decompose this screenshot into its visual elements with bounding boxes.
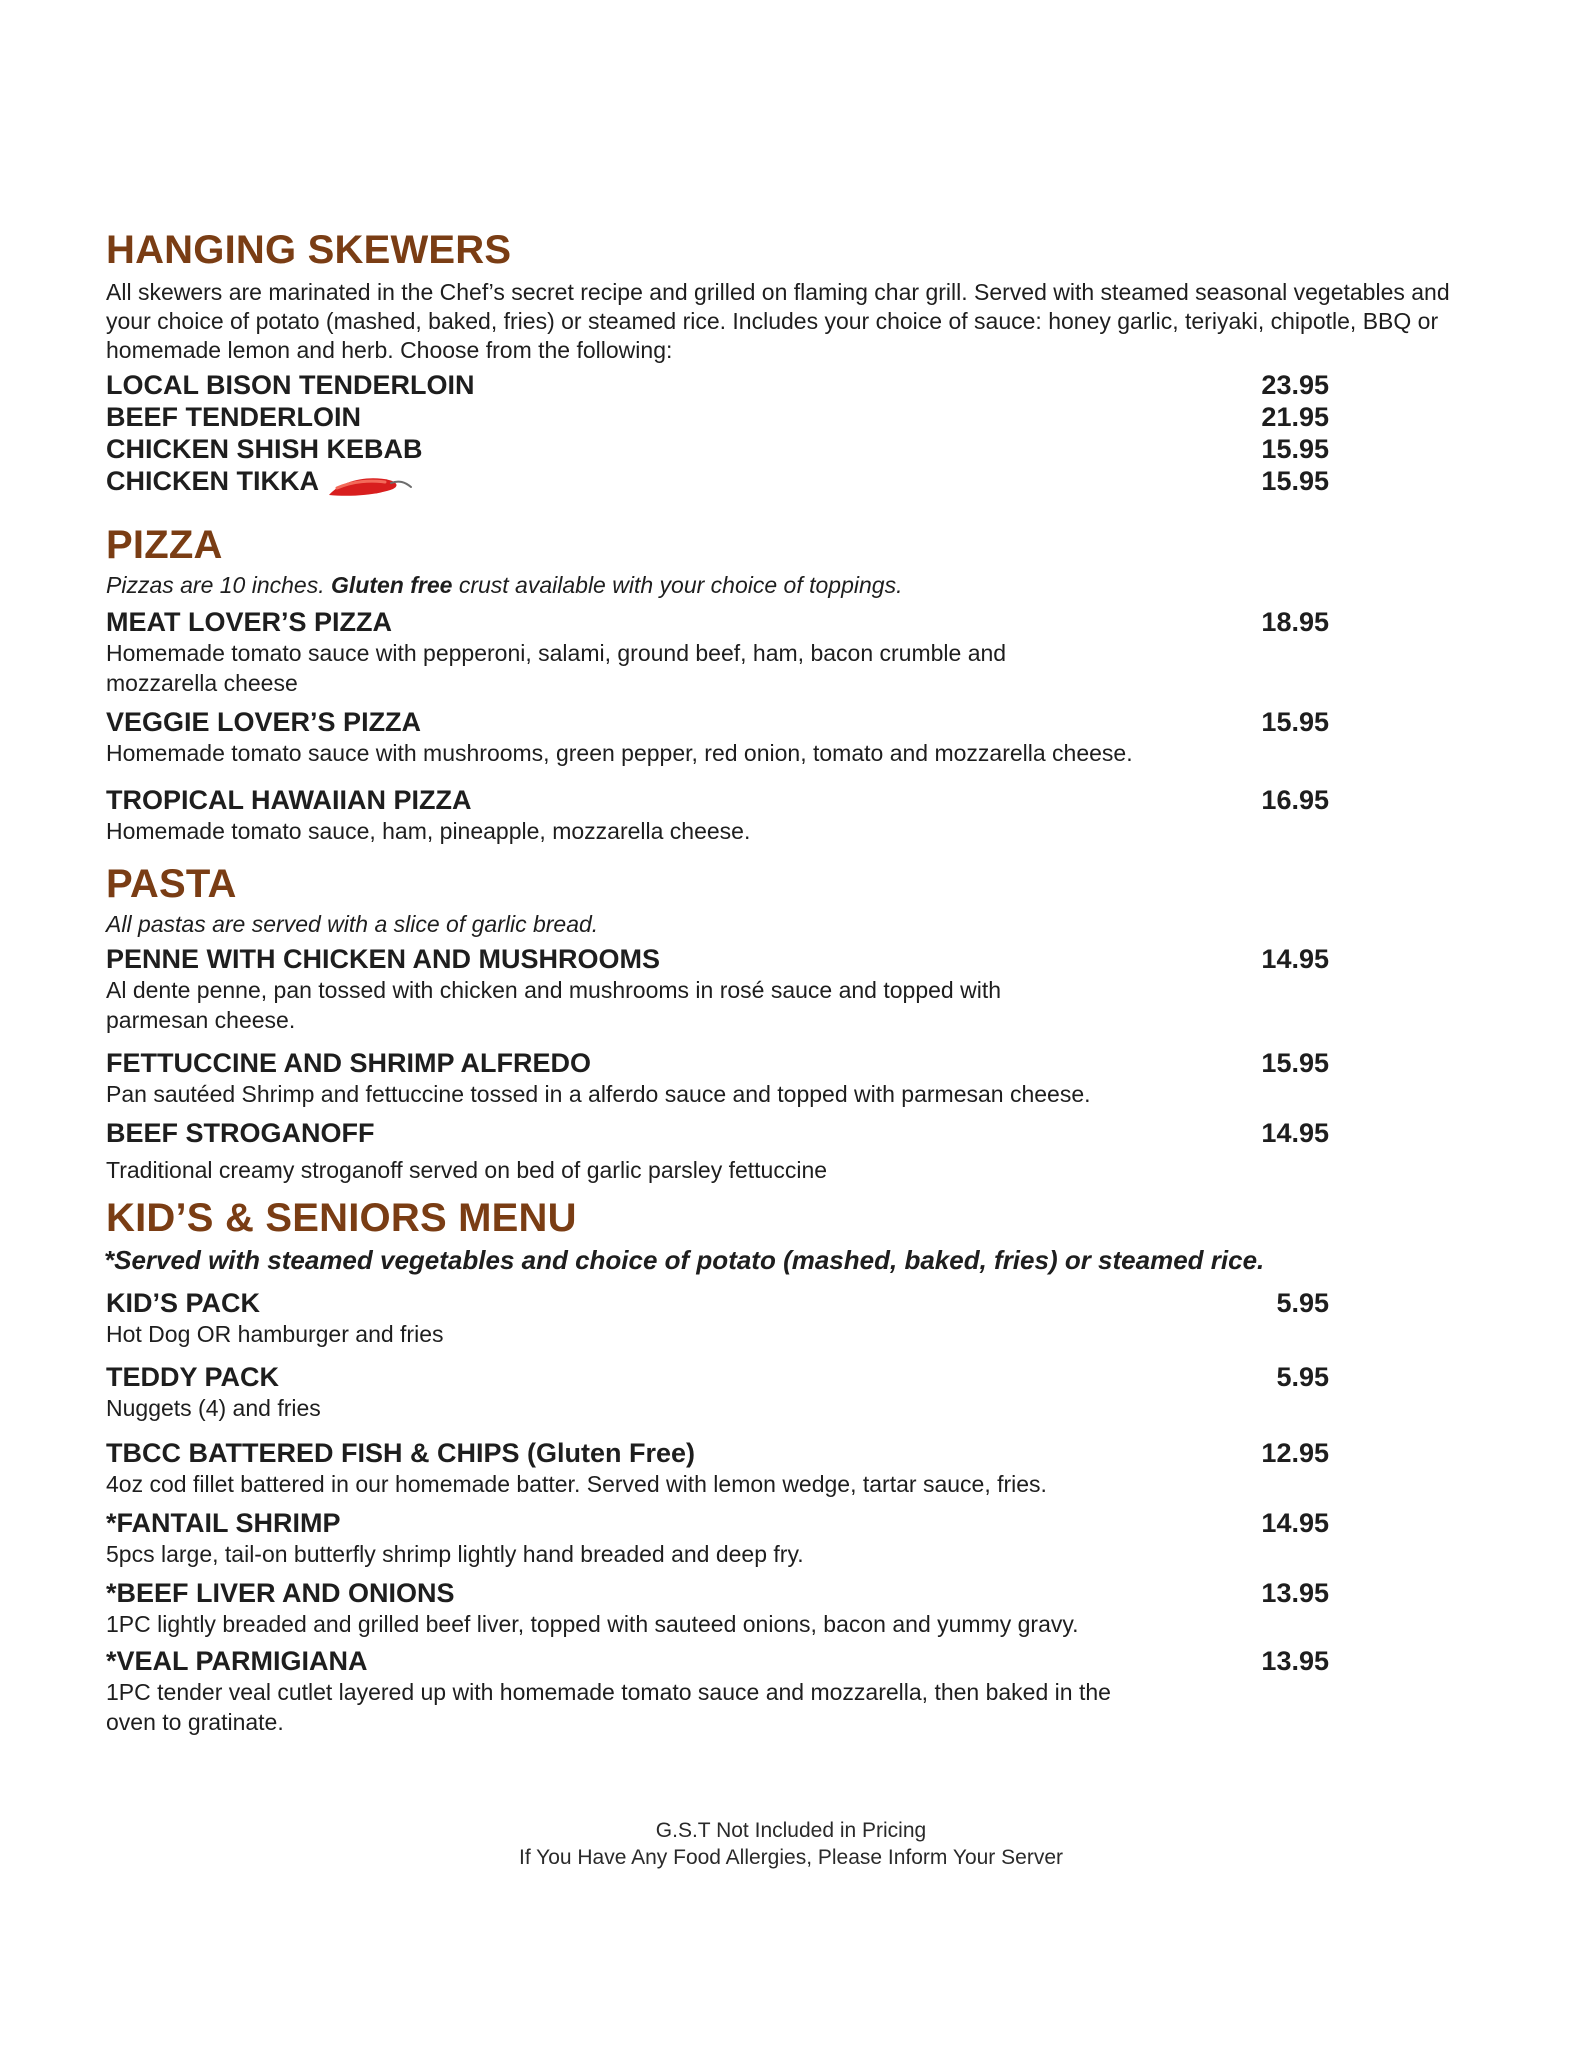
section-intro: All pastas are served with a slice of garlic bread.: [106, 911, 599, 937]
item-description: Homemade tomato sauce with mushrooms, green pepper, red onion, tomato and mozzarella cheese.: [106, 740, 1133, 766]
item-name: *FANTAIL SHRIMP: [106, 1508, 341, 1538]
item-price: 15.95: [1261, 466, 1329, 496]
item-name: KID’S PACK: [106, 1288, 261, 1318]
item-price: 14.95: [1261, 944, 1329, 974]
item-description: Homemade tomato sauce with pepperoni, salami, ground beef, ham, bacon crumble and mozzarella cheese: [106, 640, 1007, 696]
intro-text: Pizzas are 10 inches.: [106, 572, 332, 598]
item-name: PENNE WITH CHICKEN AND MUSHROOMS: [106, 944, 661, 974]
chili-pepper-icon: [327, 471, 413, 501]
menu-item: [106, 943, 1329, 1035]
item-description: Hot Dog OR hamburger and fries: [106, 1321, 444, 1347]
item-name: *VEAL PARMIGIANA: [106, 1646, 368, 1676]
item-name: MEAT LOVER’S PIZZA: [106, 607, 393, 637]
menu-item: [106, 1117, 1329, 1185]
item-price: 23.95: [1261, 370, 1329, 400]
section-hanging-skewers: [106, 228, 1466, 501]
section-kids-seniors-menu: [106, 1196, 1466, 1737]
item-name: CHICKEN TIKKA: [106, 466, 319, 496]
item-name: FETTUCCINE AND SHRIMP ALFREDO: [106, 1048, 591, 1078]
item-description: Pan sautéed Shrimp and fettuccine tossed in a alferdo sauce and topped with parmesan cheese.: [106, 1081, 1091, 1107]
item-price: 15.95: [1261, 434, 1329, 464]
section-title: PIZZA: [106, 523, 223, 567]
menu-item: [106, 1287, 1329, 1349]
item-price: 18.95: [1261, 607, 1329, 637]
item-price: 14.95: [1261, 1508, 1329, 1538]
menu-item: [106, 1361, 1329, 1423]
item-name: TROPICAL HAWAIIAN PIZZA: [106, 785, 472, 815]
item-description: Traditional creamy stroganoff served on bed of garlic parsley fettuccine: [106, 1157, 828, 1183]
section-title: HANGING SKEWERS: [106, 228, 512, 272]
item-name: *BEEF LIVER AND ONIONS: [106, 1578, 455, 1608]
section-intro: [106, 571, 1466, 600]
menu-item: [106, 369, 1329, 401]
item-description: 4oz cod fillet battered in our homemade batter. Served with lemon wedge, tartar sauce, fries.: [106, 1471, 1047, 1497]
section-title: PASTA: [106, 862, 237, 906]
footer-allergy-note: If You Have Any Food Allergies, Please Inform Your Server: [519, 1846, 1063, 1869]
menu-item: [106, 1577, 1329, 1639]
item-price: 16.95: [1261, 785, 1329, 815]
item-price: 5.95: [1276, 1362, 1329, 1392]
item-description: 5pcs large, tail-on butterfly shrimp lightly hand breaded and deep fry.: [106, 1541, 804, 1567]
item-description: Homemade tomato sauce, ham, pineapple, mozzarella cheese.: [106, 818, 751, 844]
item-price: 5.95: [1276, 1288, 1329, 1318]
item-description: Al dente penne, pan tossed with chicken and mushrooms in rosé sauce and topped with parmesan cheese.: [106, 977, 1002, 1033]
menu-item: [106, 465, 1329, 501]
item-price: 12.95: [1261, 1438, 1329, 1468]
item-price: 21.95: [1261, 402, 1329, 432]
menu-item: [106, 1047, 1329, 1109]
item-name: BEEF STROGANOFF: [106, 1118, 375, 1148]
item-name: TBCC BATTERED FISH & CHIPS (Gluten Free): [106, 1438, 696, 1468]
item-price: 15.95: [1261, 707, 1329, 737]
intro-bold-text: Gluten free: [331, 572, 453, 598]
item-price: 13.95: [1261, 1578, 1329, 1608]
item-name: TEDDY PACK: [106, 1362, 280, 1392]
section-pasta: [106, 862, 1466, 1185]
section-intro: All skewers are marinated in the Chef’s secret recipe and grilled on flaming char grill. Served with steamed seasonal vegetables and your choice of potato (mashed, baked, fries) or steamed rice. Includes your choice of sauce: honey garlic, teriyaki, chipotle, BBQ or homemade lemon and herb. Choose from the following:: [106, 279, 1450, 363]
menu-item: [106, 401, 1329, 433]
item-name: CHICKEN SHISH KEBAB: [106, 434, 423, 464]
menu-item: [106, 1645, 1329, 1737]
footer-notice: [0, 1817, 1582, 1871]
section-title: KID’S & SENIORS MENU: [106, 1196, 577, 1240]
footer-gst-note: G.S.T Not Included in Pricing: [655, 1819, 927, 1842]
item-description: 1PC tender veal cutlet layered up with homemade tomato sauce and mozzarella, then baked in the oven to gratinate.: [106, 1679, 1111, 1735]
section-intro: *Served with steamed vegetables and choice of potato (mashed, baked, fries) or steamed rice.: [104, 1245, 1265, 1275]
item-name: LOCAL BISON TENDERLOIN: [106, 370, 475, 400]
section-pizza: [106, 523, 1466, 846]
menu-item: [106, 706, 1329, 768]
menu-item: [106, 1437, 1329, 1499]
item-price: 15.95: [1261, 1048, 1329, 1078]
menu-item: [106, 784, 1329, 846]
item-price: 14.95: [1261, 1118, 1329, 1148]
intro-text: crust available with your choice of toppings.: [452, 572, 903, 598]
item-name: VEGGIE LOVER’S PIZZA: [106, 707, 422, 737]
menu-item: [106, 1507, 1329, 1569]
item-price: 13.95: [1261, 1646, 1329, 1676]
item-description: 1PC lightly breaded and grilled beef liver, topped with sauteed onions, bacon and yummy gravy.: [106, 1611, 1079, 1637]
menu-item: [106, 433, 1329, 465]
item-name: BEEF TENDERLOIN: [106, 402, 362, 432]
menu-item: [106, 606, 1329, 698]
item-description: Nuggets (4) and fries: [106, 1395, 321, 1421]
